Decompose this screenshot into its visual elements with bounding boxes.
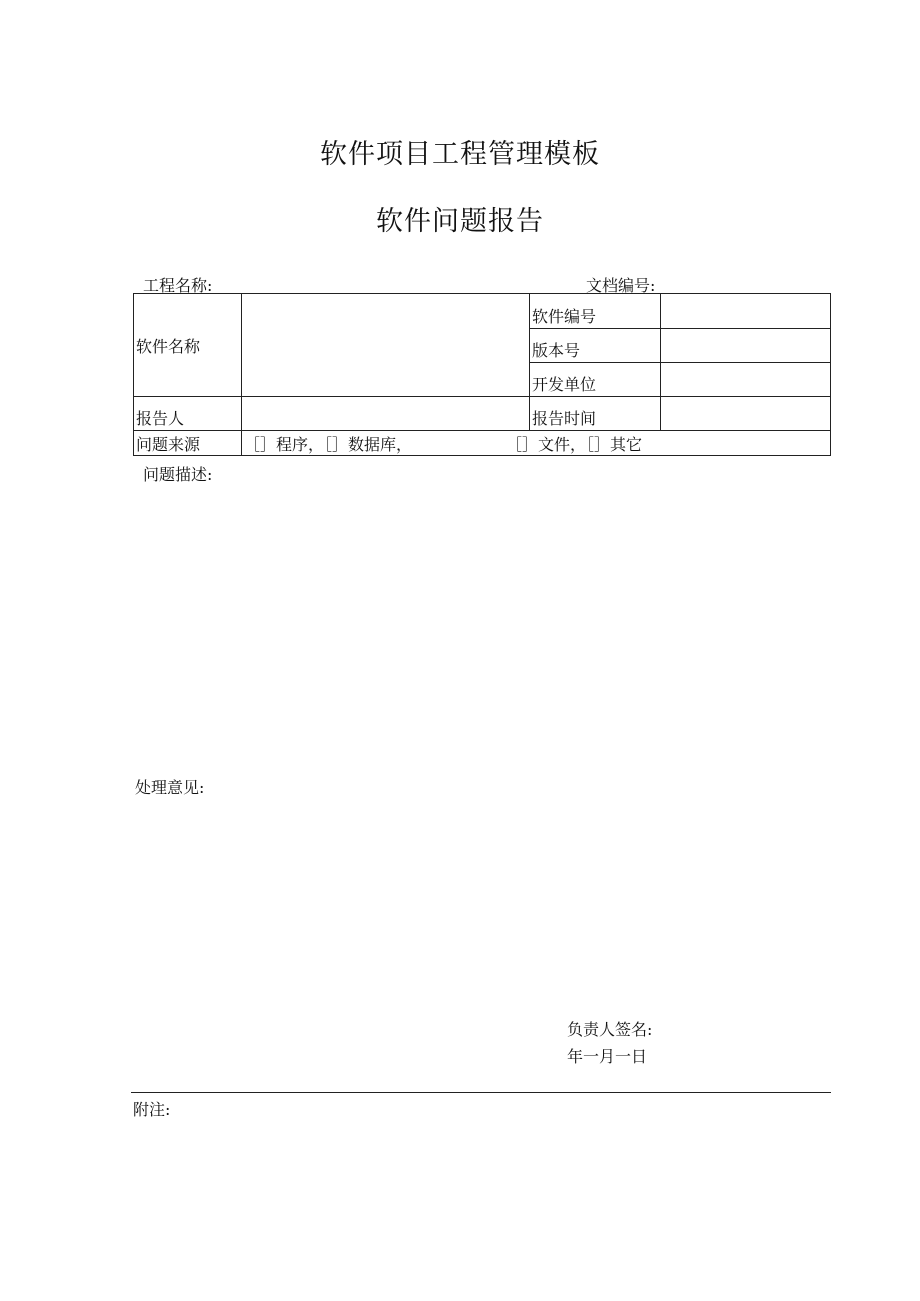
problem-source-label: 问题来源 [134,431,242,456]
software-name-value[interactable] [242,294,530,397]
reporter-label: 报告人 [134,397,242,431]
report-time-value[interactable] [661,397,831,431]
software-number-label: 软件编号 [530,294,661,329]
responsible-signature-label: 负责人签名: [567,1020,653,1039]
report-title: 软件问题报告 [376,206,544,237]
date-label: 年一月一日 [567,1047,648,1066]
report-info-table [133,293,831,456]
doc-number-label: 文档编号: [586,276,656,295]
problem-source-options[interactable] [242,431,831,456]
project-name-label: 工程名称: [143,276,213,295]
source-options-right: ［］文件，［］其它 [506,434,643,454]
problem-description-label: 问题描述: [143,465,213,484]
software-number-value[interactable] [661,294,831,329]
report-time-label: 报告时间 [530,397,661,431]
software-name-label: 软件名称 [134,294,242,397]
divider-line [131,1092,831,1093]
document-title: 软件项目工程管理模板 [320,139,600,170]
dev-unit-value[interactable] [661,363,831,397]
dev-unit-label: 开发单位 [530,363,661,397]
source-options-left: ［］程序，［］数据库， [244,434,413,454]
handling-opinion-label: 处理意见: [135,778,205,797]
reporter-value[interactable] [242,397,530,431]
notes-label: 附注: [133,1100,171,1119]
version-value[interactable] [661,329,831,363]
version-label: 版本号 [530,329,661,363]
